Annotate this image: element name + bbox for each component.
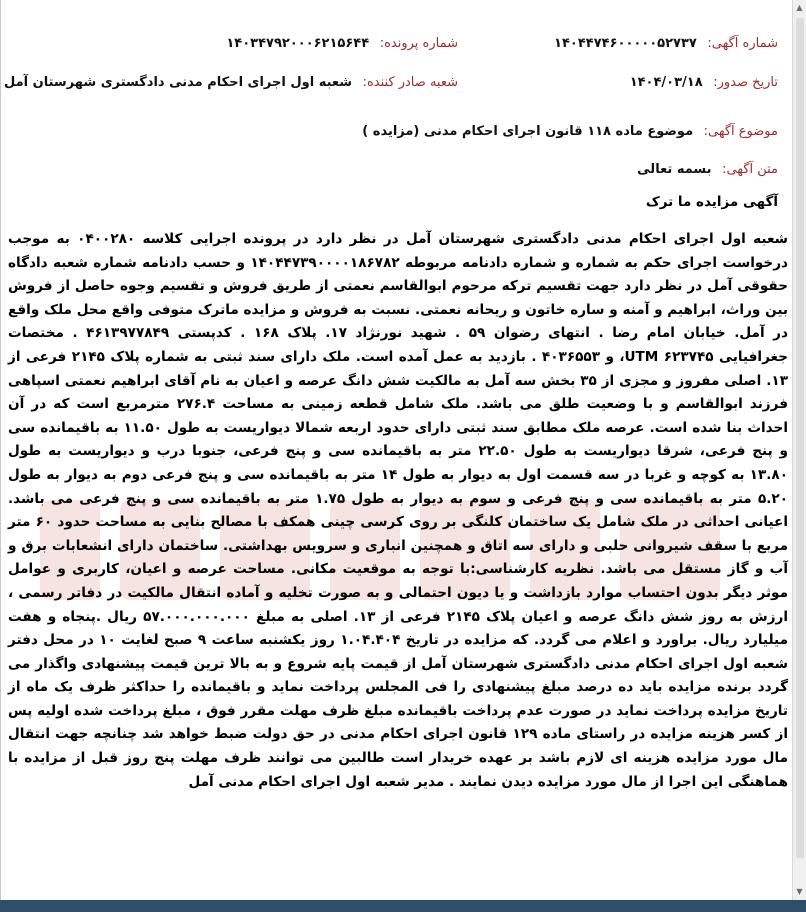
issue-date-value: ۱۴۰۴/۰۳/۱۸: [629, 75, 703, 90]
text-opening: بسمه تعالی: [637, 162, 712, 177]
bottom-bar: [0, 900, 806, 912]
issuer-label: شعبه صادر کننده:: [362, 75, 458, 90]
notice-number-label: شماره آگهی:: [707, 36, 778, 51]
scroll-down-icon[interactable]: ▼: [796, 887, 803, 896]
text-label: متن آگهی:: [722, 162, 778, 177]
vertical-scrollbar[interactable]: [792, 0, 806, 900]
subject-row: [362, 124, 778, 139]
subject-value: موضوع ماده ۱۱۸ قانون اجرای احکام مدنی (مزایده ): [362, 124, 694, 139]
scroll-up-icon[interactable]: ▲: [796, 3, 803, 12]
notice-number-value: ۱۴۰۴۴۷۴۶۰۰۰۰۰۵۲۷۳۷: [554, 36, 697, 51]
issue-date-label: تاریخ صدور:: [713, 75, 778, 90]
case-number-row: [226, 36, 458, 51]
text-heading-row: [637, 162, 778, 177]
notice-number-row: [554, 36, 778, 51]
scroll-thumb[interactable]: [796, 18, 804, 858]
issue-date-row: [630, 75, 778, 90]
issuer-row: [4, 75, 458, 90]
case-number-label: شماره پرونده:: [379, 36, 458, 51]
case-number-value: ۱۴۰۳۴۷۹۲۰۰۰۶۲۱۵۶۴۴: [226, 36, 370, 51]
notice-title: آگهی مزایده ما ترک: [645, 194, 778, 210]
notice-body: شعبه اول اجرای احکام مدنی دادگستری شهرستان آمل در نظر دارد در پرونده اجرایی کلاسه ۰۴۰۰۲۸۰ به موجب درخواست اجرای حکم به شماره و شماره دادنامه مربوطه ۱۴۰۴۴۷۳۹۰۰۰۰۱۸۶۷۸۲ و حسب دادنامه شماره شعبه دادگاه حقوقی آمل در نظر دارد جهت تقسیم ترکه مرحوم ابوالقاسم نعمتی از طریق فروش و تقسیم وجوه حاصل از فروش بین وراث، ابراهیم و آمنه و ساره خاتون و ریحانه نعمتی. نسبت به فروش و مزایده ماترک متوفی واقع محل ملک واقع در آمل. خیابان امام رضا . انتهای رضوان ۵۹ . شهید نورنژاد ۱۷. پلاک ۱۶۸ . کدپستی ۴۶۱۳۹۷۷۸۴۹ . مختصات جغرافیایی UTM ۶۲۳۷۴۵، و ۴۰۳۶۵۵۳ . بازدید به عمل آمده است. ملک دارای سند ثبتی به شماره پلاک ۲۱۴۵ فرعی از ۱۳. اصلی مفروز و مجزی از ۳۵ بخش سه آمل به مالکیت شش دانگ عرصه و اعیان به نام آقای ابراهیم نعمتی اسپاهی فرزند ابوالقاسم و با وضعیت طلق می باشد. ملک شامل قطعه زمینی به مساحت ۲۷۶.۴ مترمربع است که در آن احداث بنا شده است. عرصه ملک مطابق سند ثبتی دارای حدود اربعه شمالا دیواریست به طول ۱۱.۵۰ به باقیمانده سی و پنج فرعی، شرقا دیواریست به طول ۲۲.۵۰ متر به باقیمانده سی و پنج فرعی، جنوبا درب و دیواریست به طول ۱۳.۸۰ به کوچه و غربا در سه قسمت اول به دیوار به طول ۱۴ متر به باقیمانده سی و پنج فرعی دوم به دیوار به طول ۵.۲۰ متر به باقیمانده سی و پنج فرعی و سوم به دیوار به طول ۱.۷۵ متر به باقیمانده سی و پنج فرعی می باشد. اعیانی احداثی در ملک شامل یک ساختمان کلنگی بر روی کرسی چینی همکف با مصالح بنایی به مساحت حدود ۶۰ متر مربع با سقف شیروانی حلبی و دارای سه اتاق و همچنین انباری و سرویس بهداشتی. ساختمان دارای انشعابات برق و آب و گاز مستقل می باشد. نظریه کارشناسی:با توجه به موقعیت مکانی. مساحت عرصه و اعیان، کاربری و عوامل موثر دیگر بدون احتساب موارد بازداشت و یا دیون احتمالی و به صورت تخلیه و آماده انتقال مالکیت در دفاتر رسمی ، ارزش به روز شش دانگ عرصه و اعیان پلاک ۲۱۴۵ فرعی از ۱۳. اصلی به مبلغ ۵۷.۰۰۰.۰۰۰.۰۰۰ ریال .پنجاه و هفت میلیارد ریال. براورد و اعلام می گردد. که مزایده در تاریخ ۱.۰۴.۴۰۴ روز یکشنبه ساعت ۹ صبح لغایت ۱۰ در محل دفتر شعبه اول اجرای احکام مدنی دادگستری شهرستان آمل از قیمت پایه شروع و به بالا ترین قیمت پیشنهادی واگذار می گردد برنده مزایده باید ده درصد مبلغ پیشنهادی را فی المجلس پرداخت نماید و باقیمانده را حداکثر ظرف یک ماه از تاریخ مزایده پرداخت نماید در صورت عدم پرداخت باقیمانده مبلغ ظرف مهلت مقرر فوق ، مبلغ پرداخت شده اولیه پس از کسر هزینه مزایده در راستای ماده ۱۲۹ قانون اجرای احکام مدنی در حق دولت ضبط خواهد شد چنانچه جهت انتقال مال مورد مزایده هزینه ای لازم باشد بر عهده خریدار است طالبین می توانند ظرف مهلت پنج روز قبل از مزایده با هماهنگی این اجرا از مال مورد مزایده دیدن نمایند . مدیر شعبه اول اجرای احکام مدنی آمل: [8, 231, 789, 790]
issuer-value: شعبه اول اجرای احکام مدنی دادگستری شهرستان آمل: [4, 75, 353, 90]
subject-label: موضوع آگهی:: [703, 124, 778, 139]
